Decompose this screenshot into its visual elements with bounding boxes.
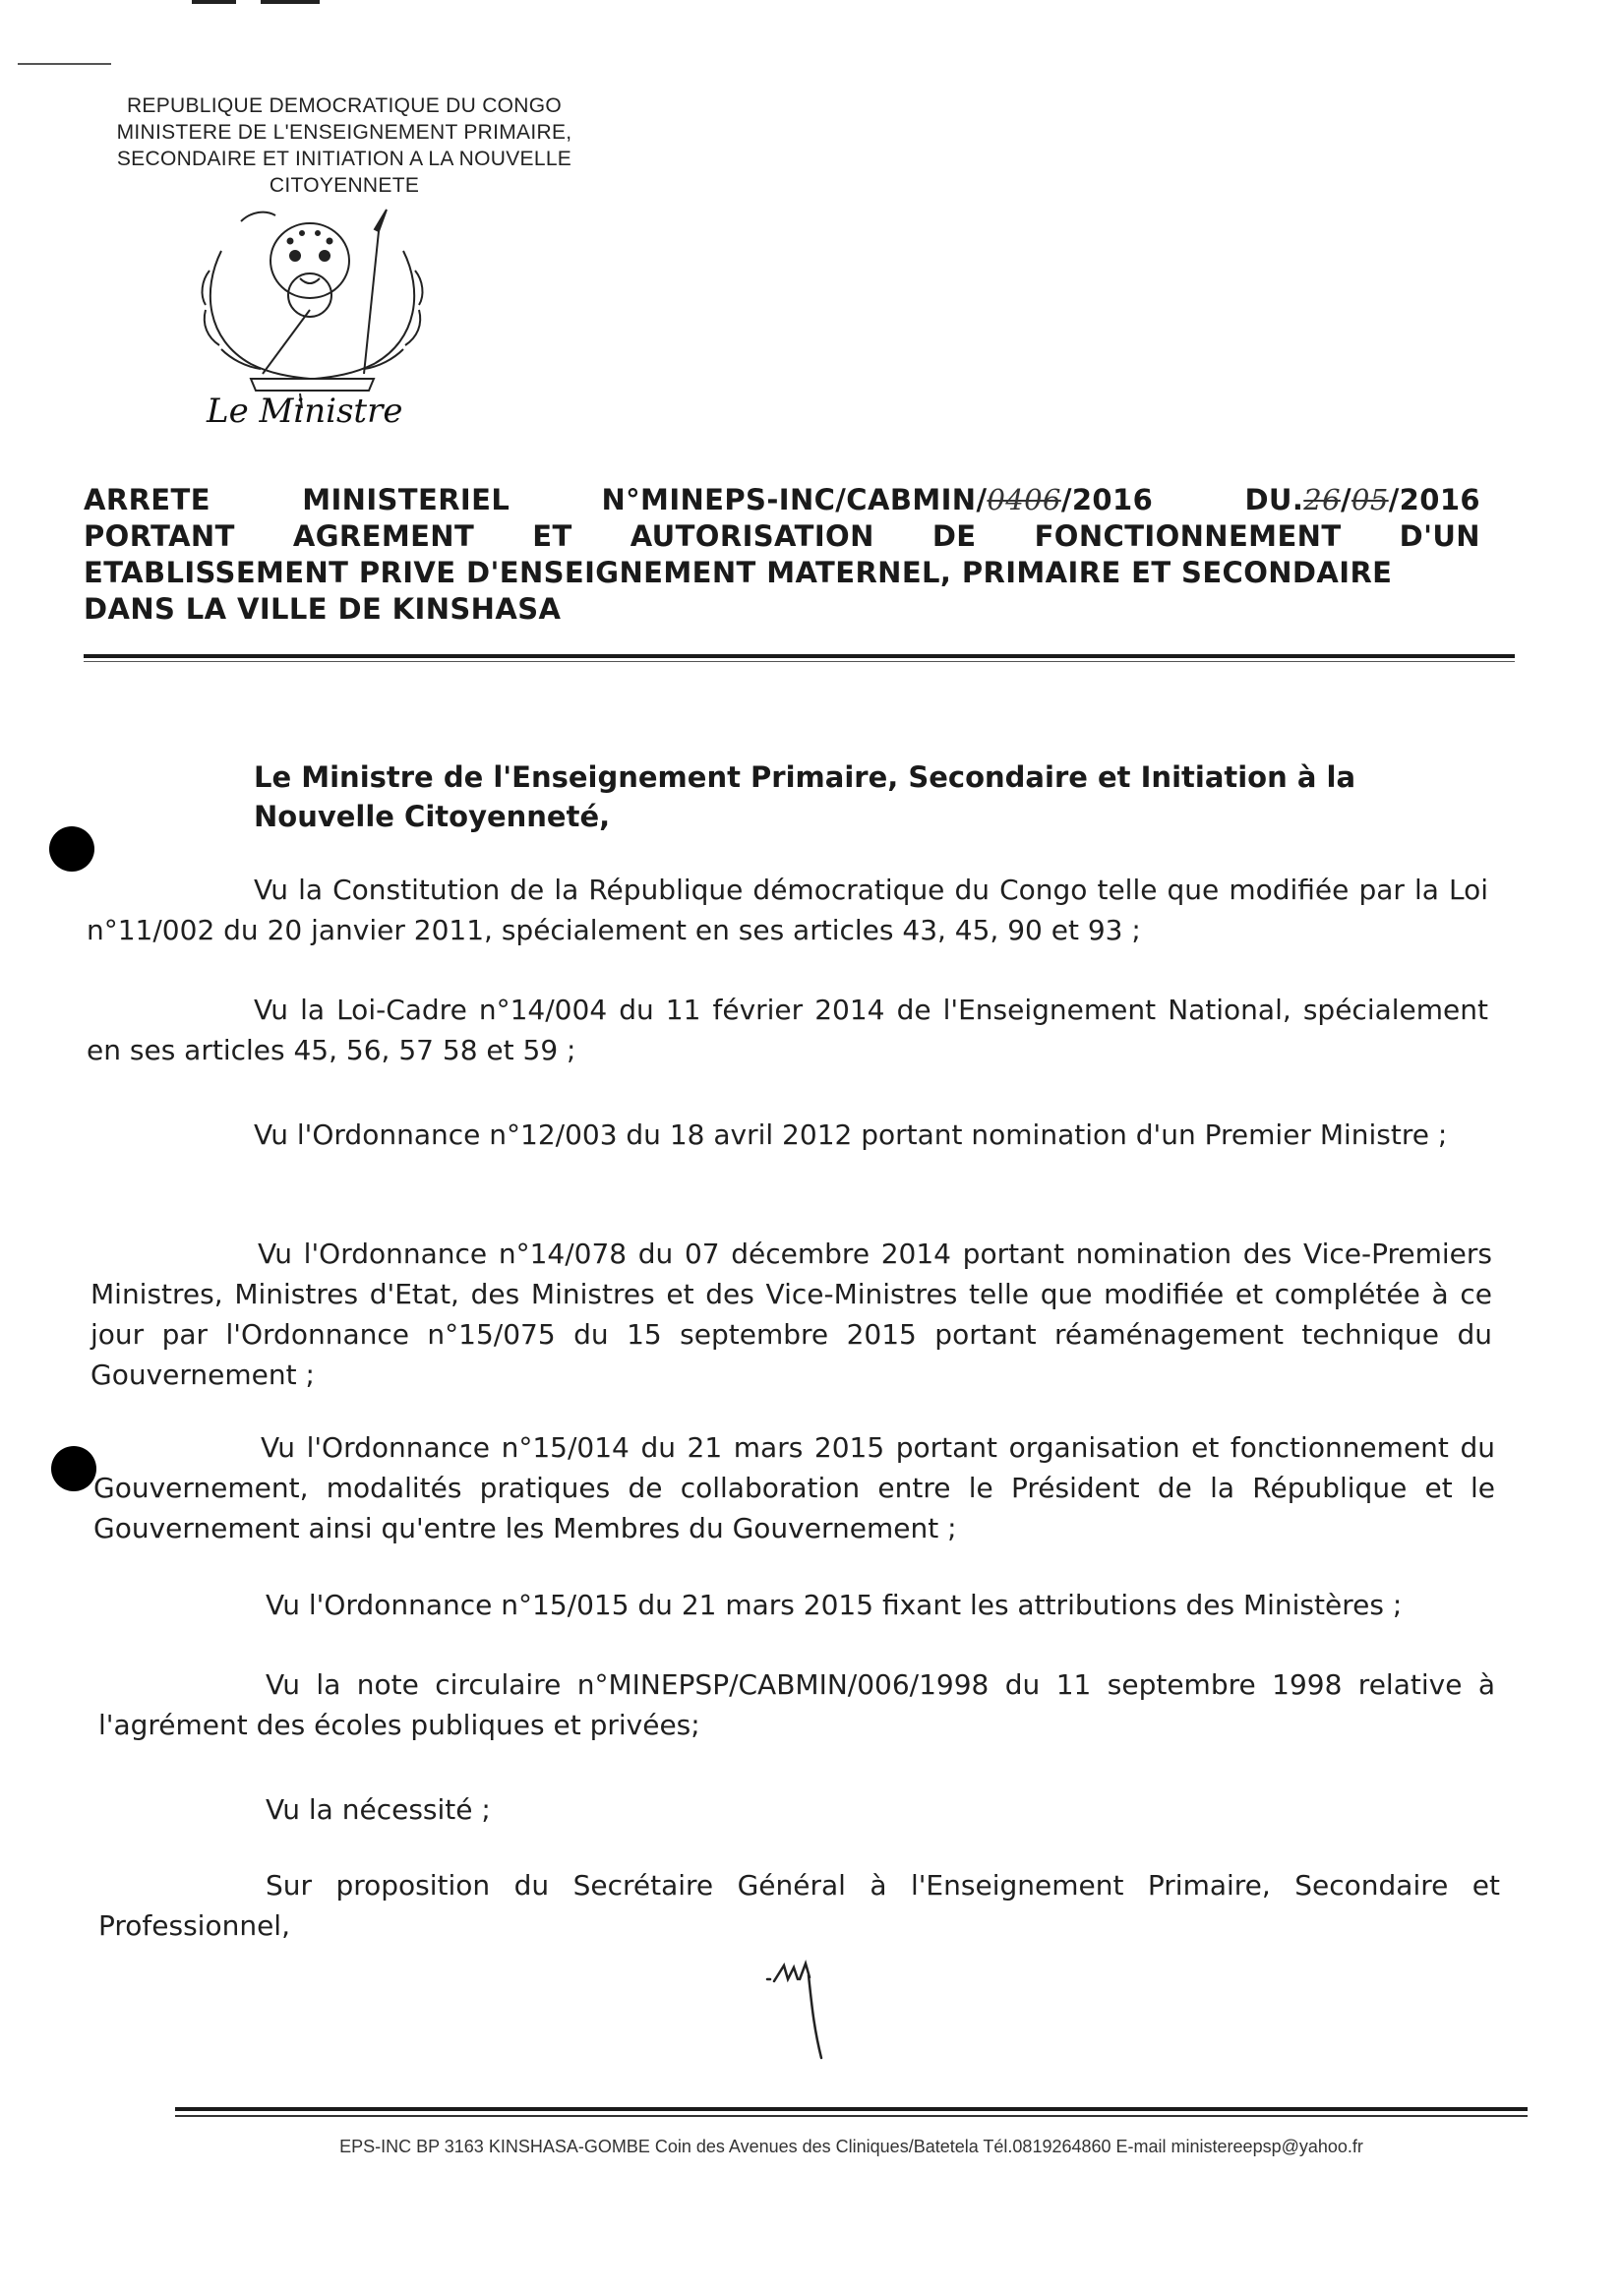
handwritten-initials bbox=[762, 1958, 861, 2066]
title-divider bbox=[84, 654, 1515, 658]
handwritten-month: 05 bbox=[1351, 483, 1389, 516]
decree-word: PORTANT bbox=[84, 519, 235, 553]
minister-heading bbox=[254, 757, 1483, 836]
decree-word: FONCTIONNEMENT bbox=[1034, 519, 1342, 553]
minister-line-2: Nouvelle Citoyenneté, bbox=[254, 800, 611, 833]
scan-mark-top bbox=[261, 0, 320, 4]
consideration-paragraph: Vu la Loi-Cadre n°14/004 du 11 février 2014 de l'Enseignement National, spécialement en ses articles 45, 56, 57 58 et 59 ; bbox=[87, 994, 1488, 1066]
coat-of-arms-emblem bbox=[192, 202, 433, 408]
decree-line-4: DANS LA VILLE DE KINSHASA bbox=[84, 592, 562, 626]
decree-title bbox=[84, 482, 1480, 628]
decree-line-3: ETABLISSEMENT PRIVE D'ENSEIGNEMENT MATERNEL, PRIMAIRE ET SECONDAIRE bbox=[84, 556, 1393, 589]
punch-hole-mark bbox=[51, 1446, 96, 1491]
signatory-title: Le Ministre bbox=[207, 392, 403, 431]
handwritten-day: 26 bbox=[1303, 483, 1341, 516]
header-line-3: SECONDAIRE ET INITIATION A LA NOUVELLE bbox=[116, 148, 572, 170]
consideration-paragraph: Vu la Constitution de la République démocratique du Congo telle que modifiée par la Loi n°11/002 du 20 janvier 2011, spécialement en ses articles 43, 45, 90 et 93 ; bbox=[87, 874, 1488, 946]
footer-contact: EPS-INC BP 3163 KINSHASA-GOMBE Coin des Avenues des Cliniques/Batetela Tél.0819264860 E-mail ministereepsp@yahoo.fr bbox=[339, 2137, 1363, 2156]
consideration-paragraph: Vu l'Ordonnance n°14/078 du 07 décembre 2014 portant nomination des Vice-Premiers Ministres, Ministres d'Etat, des Ministres et des Vice-Ministres telle que modifiée et complétée à ce jour par l'Ordonnance n°15/075 du 15 septembre 2015 portant réaménagement technique du Gouvernement ; bbox=[90, 1238, 1492, 1391]
decree-word: D'UN bbox=[1399, 519, 1480, 553]
header-line-1: REPUBLIQUE DEMOCRATIQUE DU CONGO bbox=[126, 94, 563, 117]
decree-date: DU.26/05/2016 bbox=[1244, 483, 1480, 516]
header-line-2: MINISTERE DE L'ENSEIGNEMENT PRIMAIRE, bbox=[116, 121, 572, 144]
decree-word: ARRETE bbox=[84, 483, 210, 516]
footer-divider-thin bbox=[175, 2115, 1528, 2117]
minister-line-1: Le Ministre de l'Enseignement Primaire, Secondaire et Initiation à la bbox=[254, 760, 1356, 794]
consideration-paragraph: Vu la nécessité ; bbox=[266, 1793, 491, 1826]
handwritten-number: 0406 bbox=[987, 483, 1061, 516]
decree-word: MINISTERIEL bbox=[302, 483, 510, 516]
decree-word: AGREMENT bbox=[292, 519, 475, 553]
decree-word: AUTORISATION bbox=[630, 519, 874, 553]
consideration-paragraph: Sur proposition du Secrétaire Général à l'Enseignement Primaire, Secondaire et Professionnel, bbox=[98, 1869, 1500, 1942]
ministry-header bbox=[69, 92, 620, 199]
scan-mark-top bbox=[192, 0, 236, 4]
punch-hole-mark bbox=[49, 826, 94, 872]
decree-word: DE bbox=[931, 519, 977, 553]
consideration-paragraph: Vu l'Ordonnance n°12/003 du 18 avril 2012 portant nomination d'un Premier Ministre ; bbox=[254, 1118, 1448, 1151]
decree-line-2 bbox=[84, 518, 1480, 555]
consideration-paragraph: Vu l'Ordonnance n°15/015 du 21 mars 2015 fixant les attributions des Ministères ; bbox=[266, 1589, 1403, 1621]
decree-line-1 bbox=[84, 482, 1480, 518]
title-divider-thin bbox=[84, 661, 1515, 662]
decree-word: ET bbox=[532, 519, 572, 553]
consideration-paragraph: Vu la note circulaire n°MINEPSP/CABMIN/006/1998 du 11 septembre 1998 relative à l'agrément des écoles publiques et privées; bbox=[98, 1668, 1495, 1741]
scan-mark-left bbox=[18, 63, 111, 65]
header-line-4: CITOYENNETE bbox=[269, 174, 420, 197]
decree-number: N°MINEPS-INC/CABMIN/0406/2016 bbox=[601, 483, 1154, 516]
consideration-paragraph: Vu l'Ordonnance n°15/014 du 21 mars 2015 portant organisation et fonctionnement du Gouvernement, modalités pratiques de collaboration entre le Président de la République et le Gouvernement ainsi qu'entre les Membres du Gouvernement ; bbox=[93, 1431, 1495, 1544]
footer-divider bbox=[175, 2107, 1528, 2111]
